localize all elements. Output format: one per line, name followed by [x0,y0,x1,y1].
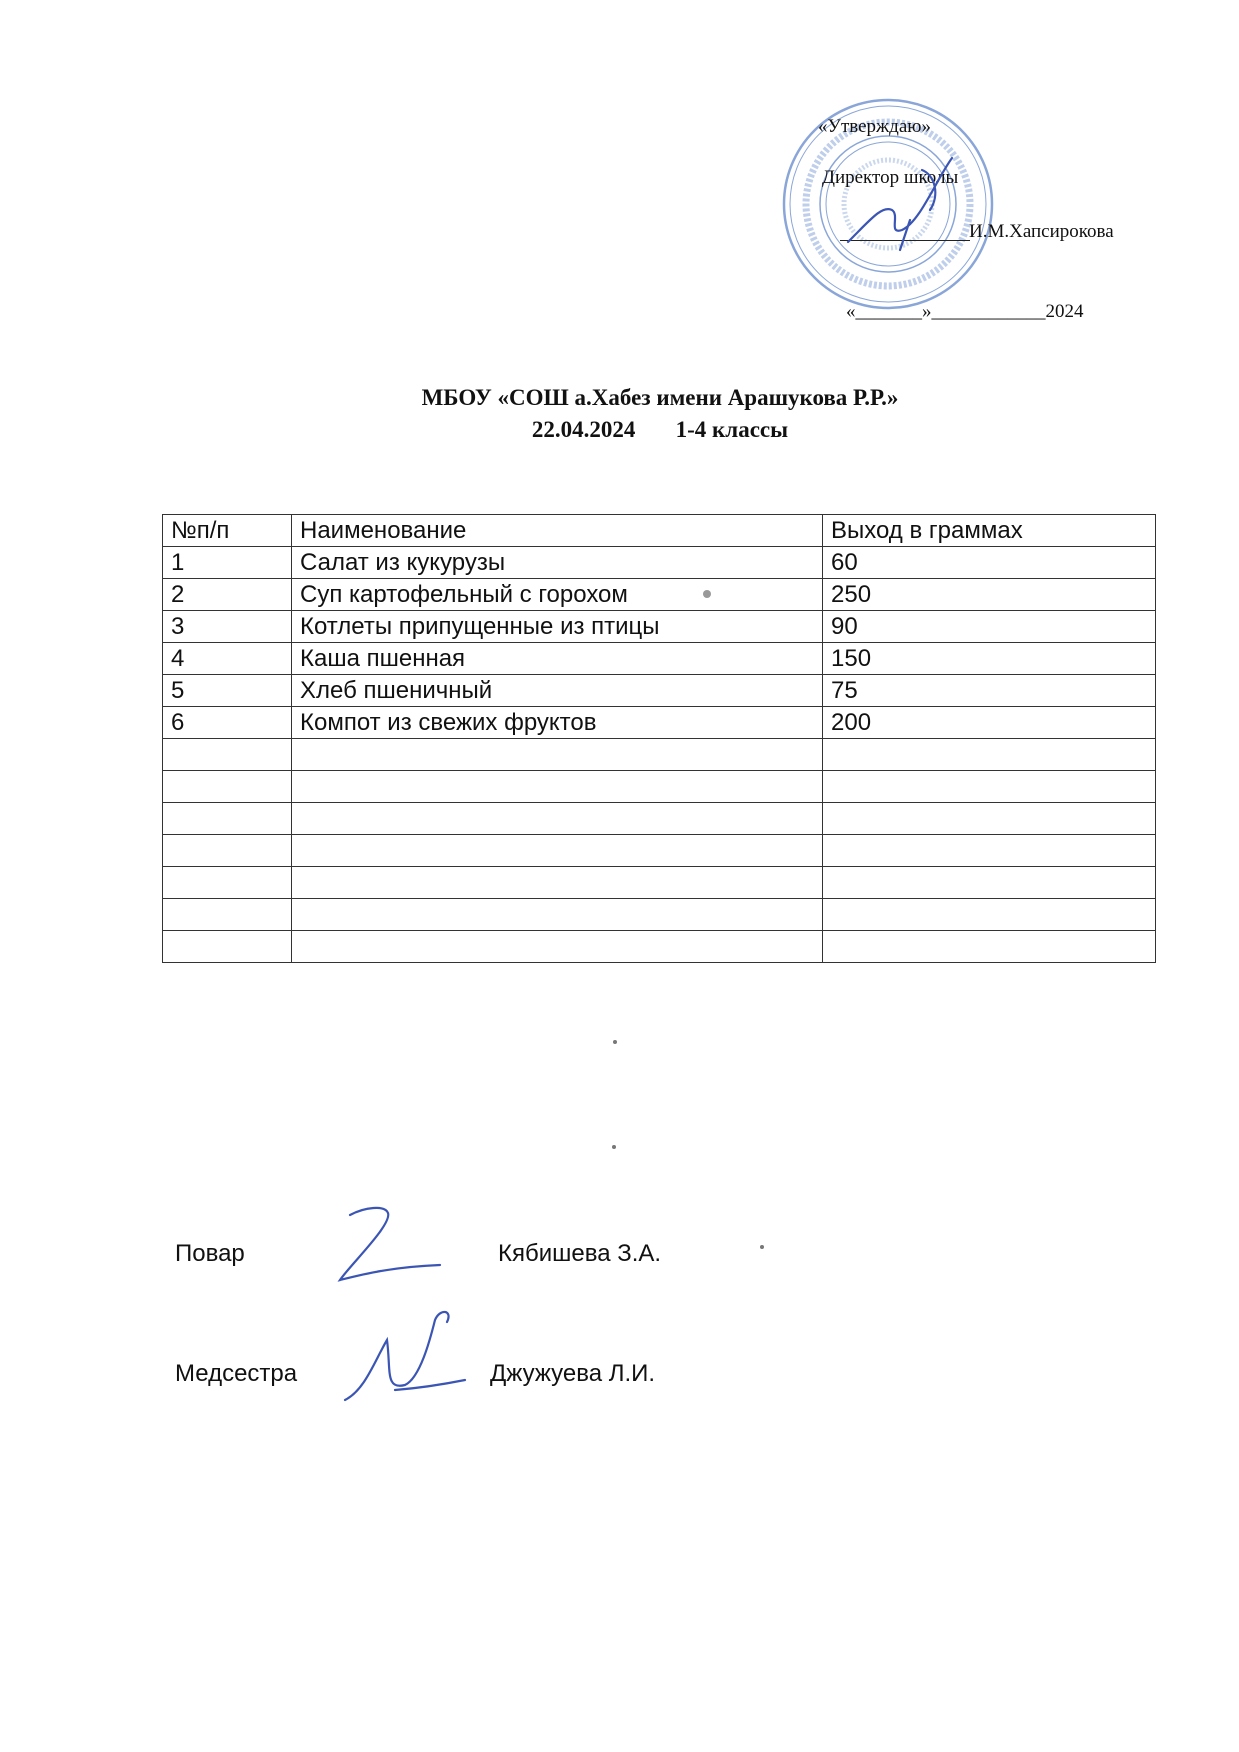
cook-name: Кябишева З.А. [498,1240,662,1267]
table-header-row [163,515,1156,547]
scan-speck [703,590,711,598]
menu-table [162,514,1156,963]
nurse-signature-icon [335,1300,475,1410]
nurse-label: Медсестра [175,1360,298,1387]
column-header-number: №п/п [163,515,292,547]
cell-grams: 90 [823,611,1156,643]
scan-speck [612,1145,616,1149]
cell-number: 4 [163,643,292,675]
cell-number [163,835,292,867]
cell-grams: 60 [823,547,1156,579]
director-name: И.М.Хапсирокова [969,221,1114,242]
cell-dish [292,867,823,899]
cell-number [163,867,292,899]
scan-speck [760,1245,764,1249]
table-row [163,707,1156,739]
table-row [163,771,1156,803]
cell-dish: Каша пшенная [292,643,823,675]
cell-dish: Суп картофельный с горохом [292,579,823,611]
cell-dish [292,931,823,963]
table-row [163,643,1156,675]
cell-grams [823,867,1156,899]
cell-dish [292,835,823,867]
table-row [163,579,1156,611]
cell-dish: Хлеб пшеничный [292,675,823,707]
cell-grams [823,899,1156,931]
cell-number: 3 [163,611,292,643]
menu-date: 22.04.2024 [531,417,636,442]
cell-dish: Компот из свежих фруктов [292,707,823,739]
cell-dish: Котлеты припущенные из птицы [292,611,823,643]
director-signature-icon [840,150,970,260]
cell-grams [823,835,1156,867]
table-row [163,547,1156,579]
cell-dish [292,899,823,931]
cell-grams [823,771,1156,803]
cell-grams [823,803,1156,835]
cell-dish [292,771,823,803]
document-title [0,382,1239,446]
table-row [163,931,1156,963]
nurse-name: Джужуева Л.И. [490,1360,656,1387]
cell-number [163,771,292,803]
cook-signature-icon [330,1195,450,1295]
table-row [163,739,1156,771]
column-header-yield: Выход в граммах [823,515,1156,547]
cell-number: 6 [163,707,292,739]
approve-word: «Утверждаю» [818,116,931,137]
cell-number [163,739,292,771]
cell-number [163,803,292,835]
cell-number [163,899,292,931]
cell-number [163,931,292,963]
table-row [163,867,1156,899]
table-row [163,675,1156,707]
cell-grams: 75 [823,675,1156,707]
table-row [163,611,1156,643]
cook-label: Повар [175,1240,245,1267]
table-row [163,803,1156,835]
cell-number: 5 [163,675,292,707]
date-classes-line [0,414,1239,446]
menu-classes: 1-4 классы [675,417,789,442]
cell-grams: 150 [823,643,1156,675]
scan-speck [613,1040,617,1044]
cell-dish [292,803,823,835]
table-row [163,835,1156,867]
cell-grams: 200 [823,707,1156,739]
cell-grams: 250 [823,579,1156,611]
director-position: Директор школы [822,167,959,188]
approval-date-line: «_______»____________2024 [846,301,1084,322]
cell-dish: Салат из кукурузы [292,547,823,579]
cell-grams [823,739,1156,771]
cell-number: 1 [163,547,292,579]
column-header-name: Наименование [292,515,823,547]
cell-dish [292,739,823,771]
school-name: МБОУ «СОШ а.Хабез имени Арашукова Р.Р.» [421,385,899,410]
cell-number: 2 [163,579,292,611]
table-row [163,899,1156,931]
cell-grams [823,931,1156,963]
